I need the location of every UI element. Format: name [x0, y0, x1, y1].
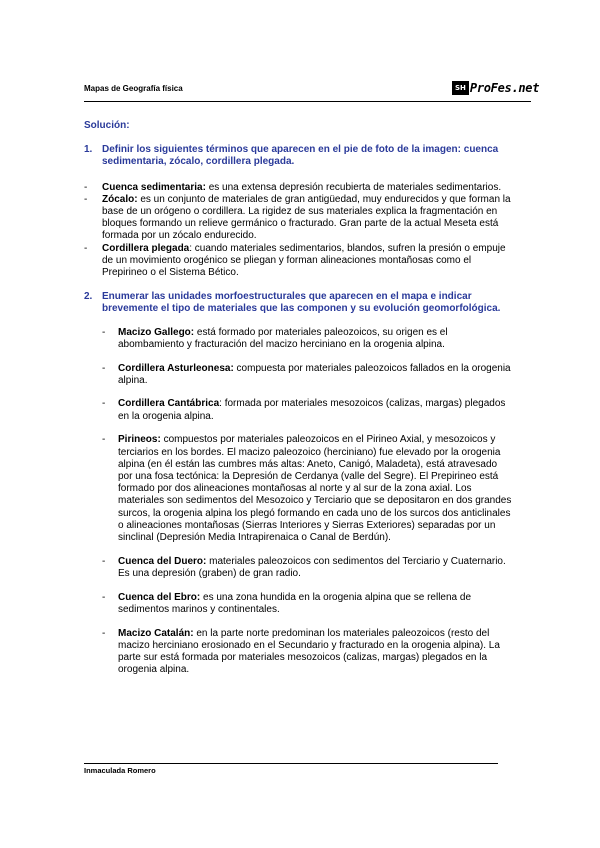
unit-text: compuesta por materiales paleozoicos fallados en la orogenia alpina. [118, 362, 511, 386]
question-2-text: Enumerar las unidades morfoestructurales que aparecen en el mapa e indicar brevemente el tipo de materiales que las componen y su evolución geomorfológica. [102, 291, 501, 315]
unit-text: : formada por materiales mesozoicos (calizas, margas) plegados en la orogenia alpina. [118, 398, 506, 422]
bullet-dash: - [102, 555, 106, 567]
unit-term: Cuenca del Ebro: [118, 591, 201, 603]
unit-term: Cordillera Asturleonesa: [118, 362, 234, 374]
definition-text: : cuando materiales sedimentarios, blandos, sufren la presión o empuje de un movimiento orogénico se pliegan y forman alineaciones montañosas como el Prepirineo o el Sistema Bético. [102, 242, 506, 279]
unit-item [102, 398, 514, 422]
bullet-dash: - [102, 398, 106, 410]
unit-text: en la parte norte predominan los materiales paleozoicos (resto del macizo herciniano erosionado en el Secundario y fracturado en la orogenia alpina). La parte sur está formada por materiales mesozoicos (calizas, margas) plegados en la orogenia alpina. [118, 627, 500, 676]
bullet-dash: - [102, 627, 106, 639]
bullet-dash: - [102, 326, 106, 338]
bullet-dash: - [84, 242, 88, 254]
question-1-text: Definir los siguientes términos que aparecen en el pie de foto de la imagen: cuenca sedimentaria, zócalo, cordillera plegada. [102, 144, 499, 168]
unit-term: Pirineos: [118, 434, 161, 446]
unit-text: materiales paleozoicos con sedimentos del Terciario y Cuaternario. Es una depresión (graben) de gran radio. [118, 555, 506, 579]
document-body [84, 120, 514, 688]
definition-item [84, 182, 514, 194]
bullet-dash: - [84, 181, 88, 193]
definition-term: Cuenca sedimentaria: [102, 181, 206, 193]
unit-item [102, 556, 514, 580]
question-2-number: 2. [84, 291, 93, 303]
profes-logo[interactable] [452, 81, 539, 95]
unit-text: es una zona hundida en la orogenia alpina que se rellena de sedimentos marinos y continentales. [118, 591, 472, 615]
footer-author: Inmaculada Romero [84, 766, 156, 775]
unit-term: Cordillera Cantábrica [118, 398, 220, 410]
definition-term: Cordillera plegada [102, 242, 190, 254]
unit-term: Cuenca del Duero: [118, 555, 207, 567]
definition-item [84, 194, 514, 243]
question-2 [84, 291, 514, 315]
definition-text: es una extensa depresión recubierta de materiales sedimentarios. [205, 181, 502, 193]
bullet-dash: - [102, 434, 106, 446]
header-title: Mapas de Geografía física [84, 84, 183, 93]
definition-term: Zócalo: [102, 193, 138, 205]
unit-item [102, 327, 514, 351]
header-divider [84, 101, 531, 102]
logo-badge: SH [452, 81, 469, 95]
unit-item [102, 628, 514, 677]
unit-text: compuestos por materiales paleozoicos en el Pirineo Axial, y mesozoicos y terciarios en los bordes. El macizo paleozoico (herciniano) fue elevado por la orogenia alpina (en él están las cumbres más altas: Aneto, Canigó, Maladeta), está atravesado por una fosa tectónica: la Depresión de Cerdanya (valle del Segre). El Prepirineo está formado por dos alineaciones montañosas al norte y al sur de la zona axial. Los materiales son sedimentos del Mesozoico y Terciario que se depositaron en dos grandes surcos, la orogenia alpina los plegó formando en cada uno de los surcos dos anticlinales o alineaciones montañosas (Sierras Interiores y Sierras Exteriores) separadas por un sinclinal (Depresión Media Intrapirenaica o Canal de Berdún). [118, 434, 512, 543]
logo-text: ProFes.net [469, 81, 540, 95]
definition-text: es un conjunto de materiales de gran antigüedad, muy endurecidos y que forman la base de un orógeno o cordillera. La rigidez de sus materiales explica la fragmentación en bloques formando un relieve germánico o fracturado. Gran parte de la actual Meseta está formada por un zócalo endurecido. [102, 193, 511, 242]
unit-term: Macizo Gallego: [118, 326, 195, 338]
bullet-dash: - [102, 362, 106, 374]
unit-item [102, 363, 514, 387]
footer-divider [84, 763, 498, 764]
solution-heading: Solución: [84, 120, 130, 131]
question-1-number: 1. [84, 144, 93, 156]
unit-item [102, 434, 514, 544]
bullet-dash: - [102, 591, 106, 603]
definitions-list [84, 182, 514, 280]
question-1 [84, 144, 514, 168]
definition-item [84, 243, 514, 280]
unit-text: está formado por materiales paleozoicos, su origen es el abombamiento y fracturación del macizo herciniano en la orogenia alpina. [118, 326, 448, 350]
units-list [84, 327, 514, 677]
unit-term: Macizo Catalán: [118, 627, 194, 639]
unit-item [102, 592, 514, 616]
bullet-dash: - [84, 193, 88, 205]
